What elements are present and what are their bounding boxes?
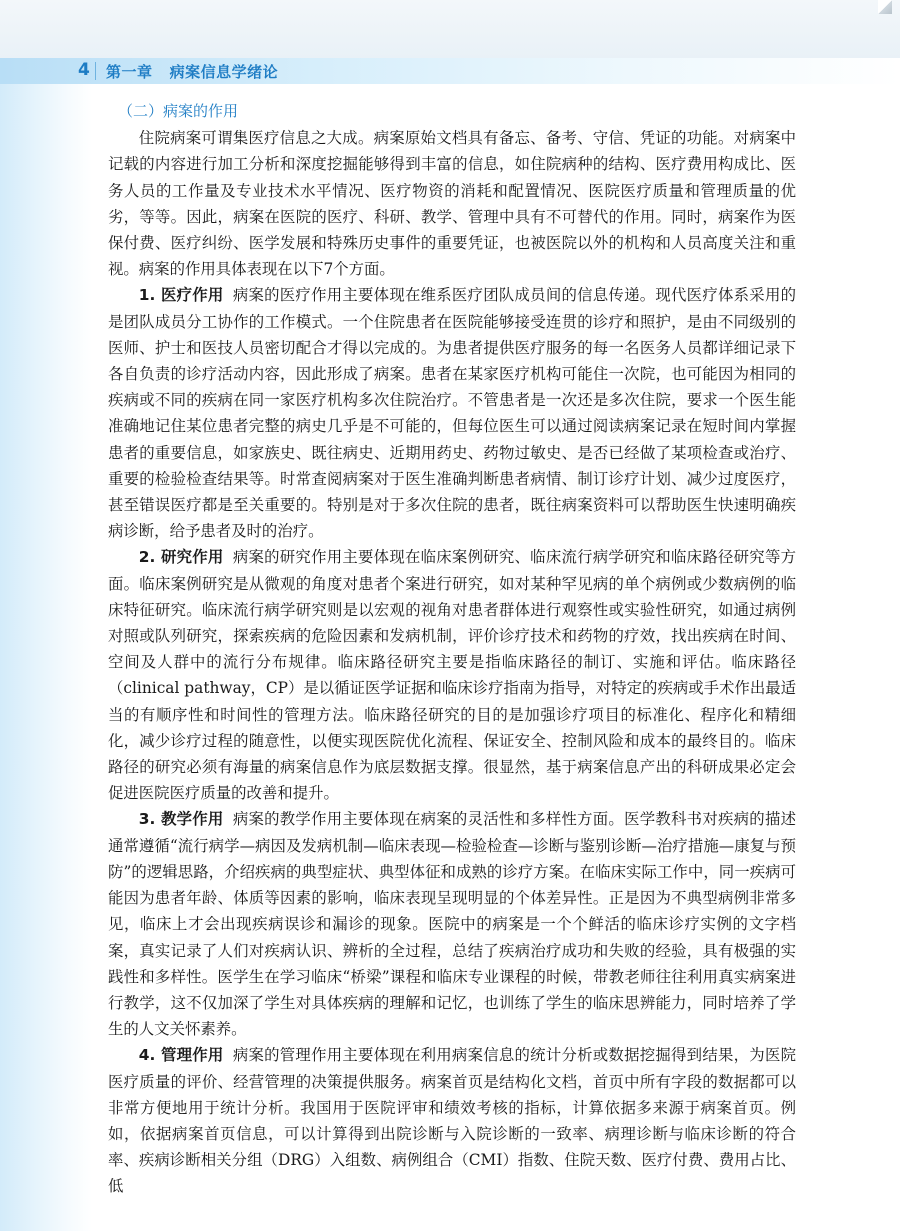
running-header <box>0 58 900 84</box>
paragraph-text: 病案的医疗作用主要体现在维系医疗团队成员间的信息传递。现代医疗体系采用的是团队成员分工协作的工作模式。一个住院患者在医院能够接受连贯的诊疗和照护，是由不同级别的医师、护士和医技人员密切配合才得以完成的。为患者提供医疗服务的每一名医务人员都详细记录下各自负责的诊疗活动内容，因此形成了病案。患者在某家医疗机构可能住一次院，也可能因为相同的疾病或不同的疾病在同一家医疗机构多次住院治疗。不管患者是一次还是多次住院，要求一个医生能准确地记住某位患者完整的病史几乎是不可能的，但每位医生可以通过阅读病案记录在短时间内掌握患者的重要信息，如家族史、既往病史、近期用药史、药物过敏史、是否已经做了某项检查或治疗、重要的检验检查结果等。时常查阅病案对于医生准确判断患者病情、制订诊疗计划、减少过度医疗，甚至错误医疗都是至关重要的。特别是对于多次住院的患者，既往病案资料可以帮助医生快速明确疾病诊断，给予患者及时的治疗。 <box>108 286 796 541</box>
paragraph-lead: 4. 管理作用 <box>138 1046 224 1065</box>
header-divider <box>95 62 96 80</box>
page-corner-fold <box>878 0 892 14</box>
paragraph-text: 病案的管理作用主要体现在利用病案信息的统计分析或数据挖掘得到结果，为医院医疗质量的评价、经营管理的决策提供服务。病案首页是结构化文档，首页中所有字段的数据都可以非常方便地用于统计分析。我国用于医院评审和绩效考核的指标，计算依据多来源于病案首页。例如，依据病案首页信息，可以计算得到出院诊断与入院诊断的一致率、病理诊断与临床诊断的符合率、疾病诊断相关分组（DRG）入组数、病例组合（CMI）指数、住院天数、医疗付费、费用占比、低 <box>108 1046 796 1196</box>
top-margin <box>0 0 900 58</box>
paragraph-lead: 2. 研究作用 <box>138 548 224 567</box>
page-number: 4 <box>78 60 90 80</box>
chapter-title: 第一章 病案信息学绪论 <box>106 63 279 81</box>
paragraph-medical-role <box>108 282 796 544</box>
page-content <box>108 98 796 1200</box>
intro-paragraph: 住院病案可谓集医疗信息之大成。病案原始文档具有备忘、备考、守信、凭证的功能。对病案中记载的内容进行加工分析和深度挖掘能够得到丰富的信息，如住院病种的结构、医疗费用构成比、医务人员的工作量及专业技术水平情况、医疗物资的消耗和配置情况、医院医疗质量和管理质量的优劣，等等。因此，病案在医院的医疗、科研、教学、管理中具有不可替代的作用。同时，病案作为医保付费、医疗纠纷、医学发展和特殊历史事件的重要凭证，也被医院以外的机构和人员高度关注和重视。病案的作用具体表现在以下7个方面。 <box>108 129 796 279</box>
paragraph-research-role <box>108 544 796 806</box>
paragraph-text: 病案的教学作用主要体现在病案的灵活性和多样性方面。医学教科书对疾病的描述通常遵循“流行病学—病因及发病机制—临床表现—检验检查—诊断与鉴别诊断—治疗措施—康复与预防”的逻辑思路，介绍疾病的典型症状、典型体征和成熟的诊疗方案。在临床实际工作中，同一疾病可能因为患者年龄、体质等因素的影响，临床表现呈现明显的个体差异性。正是因为不典型病例非常多见，临床上才会出现疾病误诊和漏诊的现象。医院中的病案是一个个鲜活的临床诊疗实例的文字档案，真实记录了人们对疾病认识、辨析的全过程，总结了疾病治疗成功和失败的经验，具有极强的实践性和多样性。医学生在学习临床“桥梁”课程和临床专业课程的时候，带教老师往往利用真实病案进行教学，这不仅加深了学生对具体疾病的理解和记忆，也训练了学生的临床思辨能力，同时培养了学生的人文关怀素养。 <box>108 810 796 1039</box>
paragraph-text: 病案的研究作用主要体现在临床案例研究、临床流行病学研究和临床路径研究等方面。临床案例研究是从微观的角度对患者个案进行研究，如对某种罕见病的单个病例或少数病例的临床特征研究。临床流行病学研究则是以宏观的视角对患者群体进行观察性或实验性研究，如通过病例对照或队列研究，探索疾病的危险因素和发病机制，评价诊疗技术和药物的疗效，找出疾病在时间、空间及人群中的流行分布规律。临床路径研究主要是指临床路径的制订、实施和评估。临床路径（clinical pathway，CP）是以循证医学证据和临床诊疗指南为指导，对特定的疾病或手术作出最适当的有顺序性和时间性的管理方法。临床路径研究的目的是加强诊疗项目的标准化、程序化和精细化，减少诊疗过程的随意性，以便实现医院优化流程、保证安全、控制风险和成本的最终目的。临床路径的研究必须有海量的病案信息作为底层数据支撑。很显然，基于病案信息产出的科研成果必定会促进医院医疗质量的改善和提升。 <box>108 548 796 803</box>
left-margin-accent <box>0 84 92 1231</box>
paragraph-teaching-role <box>108 806 796 1042</box>
section-heading: （二）病案的作用 <box>118 102 239 120</box>
paragraph-lead: 3. 教学作用 <box>138 810 224 829</box>
paragraph-lead: 1. 医疗作用 <box>138 286 224 305</box>
paragraph-management-role <box>108 1042 796 1199</box>
